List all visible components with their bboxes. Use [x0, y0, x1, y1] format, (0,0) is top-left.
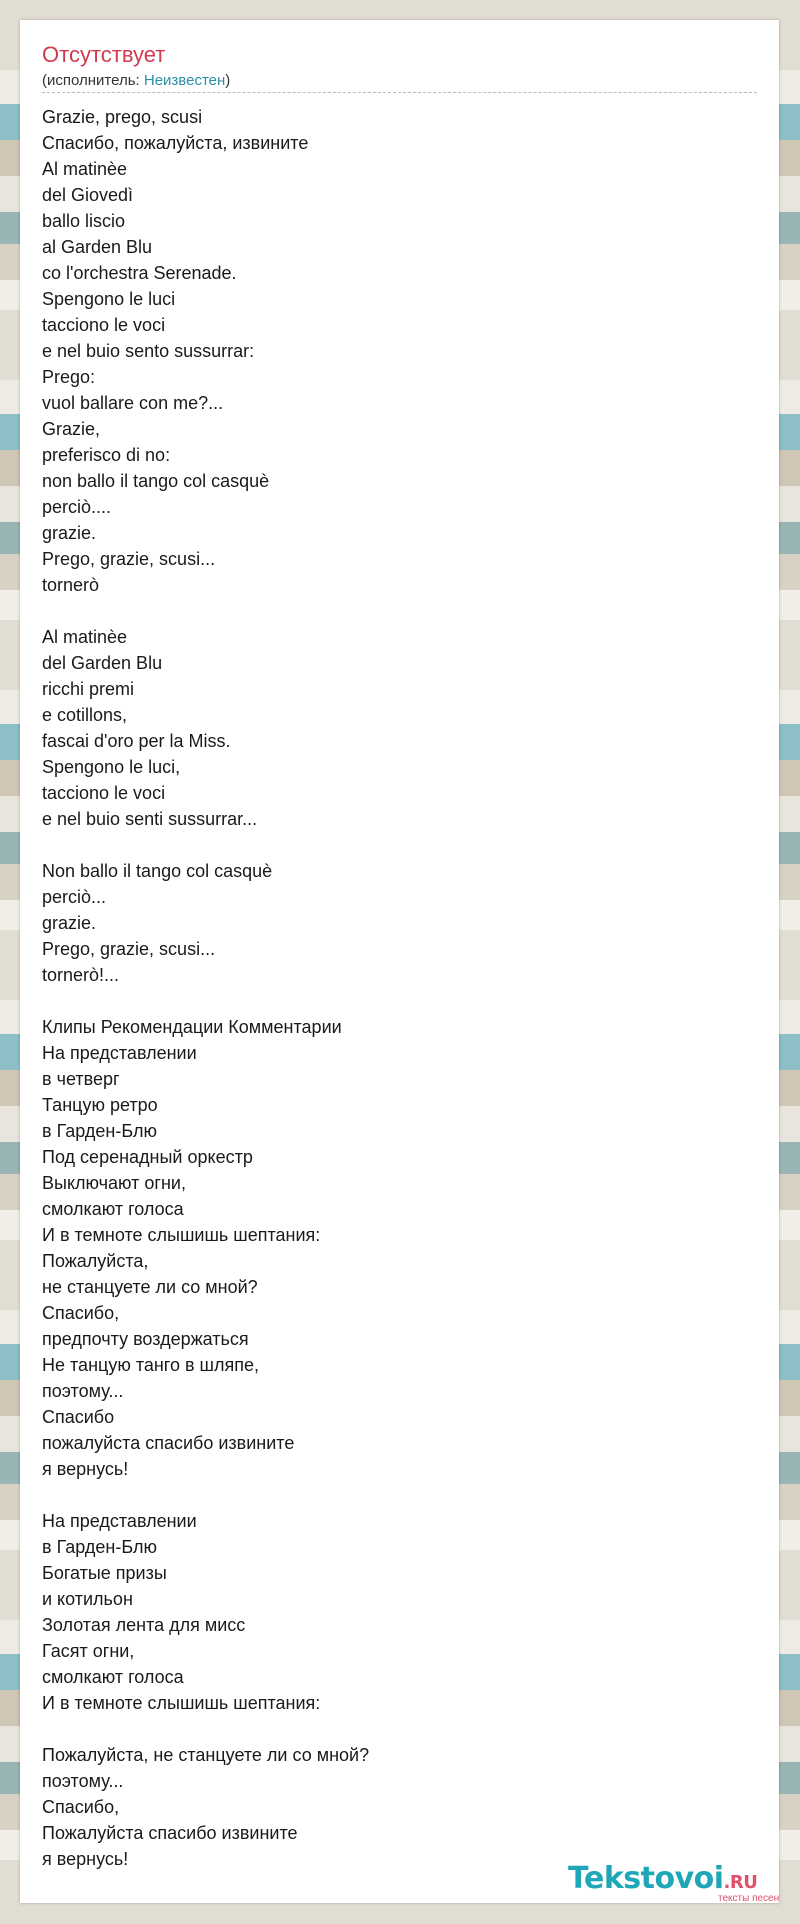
lyric-line: [42, 1716, 369, 1742]
lyric-line: ballo liscio: [42, 211, 126, 231]
lyric-line: смолкают голоса: [42, 1199, 184, 1219]
lyric-line: [42, 988, 369, 1014]
title-divider: [42, 92, 757, 93]
lyric-line: Богатые призы: [42, 1563, 167, 1583]
lyrics-card: [20, 20, 779, 1903]
lyric-line: tacciono le voci: [42, 315, 166, 335]
lyric-line: grazie.: [42, 913, 97, 933]
lyric-line: И в темноте слышишь шептания:: [42, 1693, 321, 1713]
lyric-line: [42, 598, 369, 624]
lyric-line: al Garden Blu: [42, 237, 153, 257]
lyric-line: Spengono le luci,: [42, 757, 181, 777]
lyric-line: Клипы Рекомендации Комментарии: [42, 1017, 342, 1037]
logo-tagline: тексты песен: [718, 1893, 780, 1904]
lyric-line: смолкают голоса: [42, 1667, 184, 1687]
lyric-line: tornerò: [42, 575, 100, 595]
lyric-line: Spengono le luci: [42, 289, 176, 309]
artist-line: [42, 72, 230, 89]
lyric-line: Non ballo il tango col casquè: [42, 861, 273, 881]
lyric-line: Не танцую танго в шляпе,: [42, 1355, 260, 1375]
lyric-line: Спасибо: [42, 1407, 115, 1427]
lyric-line: e nel buio senti sussurrar...: [42, 809, 258, 829]
lyric-line: co l'orchestra Serenade.: [42, 263, 237, 283]
lyric-line: Гасят огни,: [42, 1641, 135, 1661]
lyric-line: del Garden Blu: [42, 653, 163, 673]
lyric-line: [42, 832, 369, 858]
lyric-line: Grazie, prego, scusi: [42, 107, 203, 127]
lyric-line: tacciono le voci: [42, 783, 166, 803]
lyric-line: vuol ballare con me?...: [42, 393, 224, 413]
lyric-line: perciò....: [42, 497, 112, 517]
lyric-line: Prego:: [42, 367, 96, 387]
lyric-line: На представлении: [42, 1043, 197, 1063]
logo-main-text: Tekstovoi: [568, 1861, 724, 1896]
song-title: Отсутствует: [42, 42, 166, 67]
lyric-line: На представлении: [42, 1511, 197, 1531]
lyric-line: Под серенадный оркестр: [42, 1147, 253, 1167]
lyric-line: Золотая лента для мисс: [42, 1615, 246, 1635]
lyric-line: Спасибо,: [42, 1303, 120, 1323]
logo-domain: .RU: [723, 1872, 758, 1893]
lyric-line: non ballo il tango col casquè: [42, 471, 270, 491]
lyric-line: Пожалуйста,: [42, 1251, 149, 1271]
artist-prefix: (исполнитель:: [42, 72, 144, 89]
site-logo[interactable]: [568, 1861, 788, 1904]
lyrics-text: [42, 104, 369, 1872]
lyric-line: Prego, grazie, scusi...: [42, 549, 216, 569]
lyric-line: Спасибо, пожалуйста, извините: [42, 133, 309, 153]
lyric-line: tornerò!...: [42, 965, 120, 985]
lyric-line: fascai d'oro per la Miss.: [42, 731, 231, 751]
lyric-line: поэтому...: [42, 1381, 124, 1401]
lyric-line: Al matinèe: [42, 159, 128, 179]
lyric-line: e cotillons,: [42, 705, 128, 725]
artist-link[interactable]: Неизвестен: [143, 72, 226, 89]
lyric-line: Пожалуйста, не станцуете ли со мной?: [42, 1745, 370, 1765]
lyric-line: предпочту воздержаться: [42, 1329, 249, 1349]
lyric-line: Танцую ретро: [42, 1095, 158, 1115]
lyric-line: e nel buio sento sussurrar:: [42, 341, 255, 361]
lyric-line: и котильон: [42, 1589, 133, 1609]
lyric-line: Grazie,: [42, 419, 101, 439]
lyric-line: в Гарден-Блю: [42, 1537, 157, 1557]
lyric-line: не станцуете ли со мной?: [42, 1277, 258, 1297]
lyric-line: поэтому...: [42, 1771, 124, 1791]
lyric-line: Пожалуйста спасибо извините: [42, 1823, 298, 1843]
lyric-line: del Giovedì: [42, 185, 134, 205]
lyric-line: Выключают огни,: [42, 1173, 186, 1193]
lyric-line: ricchi premi: [42, 679, 135, 699]
lyric-line: [42, 1482, 369, 1508]
artist-suffix: ): [225, 72, 231, 89]
lyric-line: grazie.: [42, 523, 97, 543]
lyric-line: Prego, grazie, scusi...: [42, 939, 216, 959]
lyric-line: в четверг: [42, 1069, 120, 1089]
lyric-line: Спасибо,: [42, 1797, 120, 1817]
lyric-line: в Гарден-Блю: [42, 1121, 157, 1141]
lyric-line: я вернусь!: [42, 1459, 129, 1479]
lyric-line: preferisco di no:: [42, 445, 171, 465]
lyric-line: perciò...: [42, 887, 107, 907]
lyric-line: Al matinèe: [42, 627, 128, 647]
lyric-line: я вернусь!: [42, 1849, 129, 1869]
lyric-line: пожалуйста спасибо извините: [42, 1433, 295, 1453]
lyric-line: И в темноте слышишь шептания:: [42, 1225, 321, 1245]
